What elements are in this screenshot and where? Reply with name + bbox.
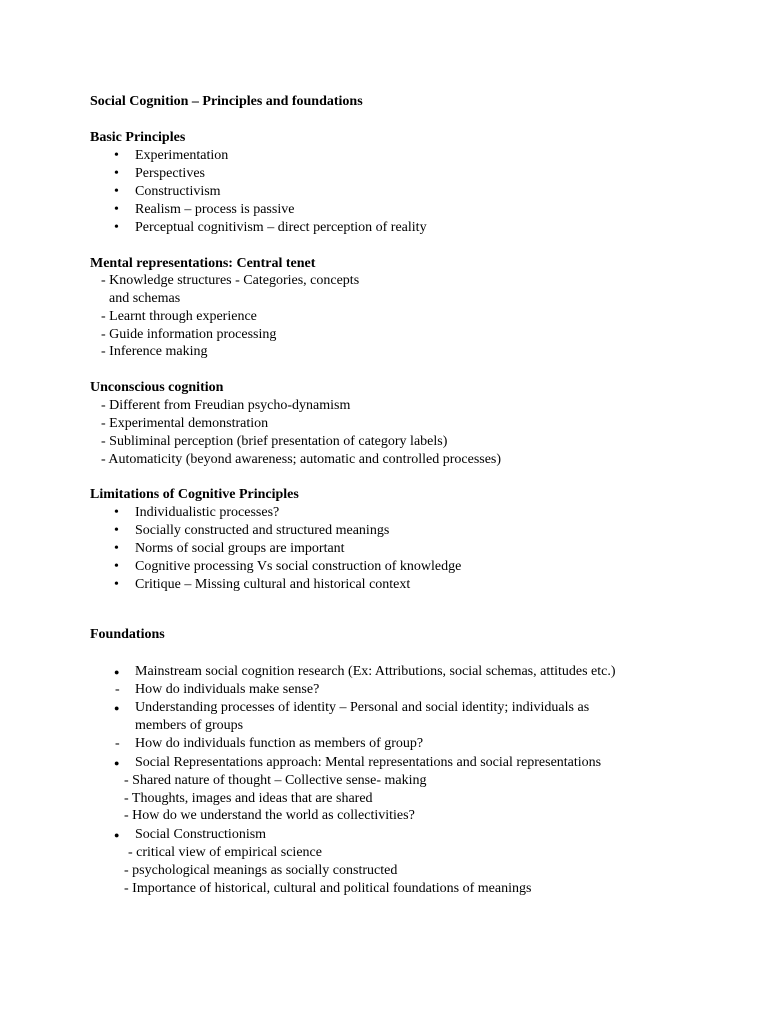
list-item: Experimentation bbox=[135, 148, 229, 163]
list-item: - psychological meanings as socially constructed bbox=[124, 863, 398, 878]
list-item: - Subliminal perception (brief presentation of category labels) bbox=[101, 434, 448, 449]
bullet-icon bbox=[114, 147, 119, 165]
list-item: - Learnt through experience bbox=[101, 309, 257, 324]
list-item: members of groups bbox=[135, 718, 244, 733]
list-item: How do individuals function as members of group? bbox=[135, 736, 424, 751]
list-item: - Knowledge structures - Categories, concepts bbox=[101, 273, 360, 288]
page-title: Social Cognition – Principles and foundations bbox=[90, 94, 363, 109]
list-item: - Automaticity (beyond awareness; automatic and controlled processes) bbox=[101, 452, 502, 467]
list-item: Constructivism bbox=[135, 184, 221, 199]
dash-icon bbox=[115, 681, 120, 699]
list-item: Social Representations approach: Mental representations and social representations bbox=[135, 755, 602, 770]
list-item: Social Constructionism bbox=[135, 827, 267, 842]
list-item: - Experimental demonstration bbox=[101, 416, 269, 431]
list-item: How do individuals make sense? bbox=[135, 682, 320, 697]
list-item: Critique – Missing cultural and historical context bbox=[135, 577, 411, 592]
bullet-icon bbox=[114, 165, 119, 183]
bullet-icon bbox=[114, 663, 119, 681]
bullet-icon bbox=[114, 754, 119, 772]
bullet-icon bbox=[114, 558, 119, 576]
bullet-icon bbox=[114, 576, 119, 594]
list-item: - Shared nature of thought – Collective sense- making bbox=[124, 773, 427, 788]
mental-representations-heading: Mental representations: Central tenet bbox=[90, 256, 316, 271]
bullet-icon bbox=[114, 219, 119, 237]
limitations-heading: Limitations of Cognitive Principles bbox=[90, 487, 299, 502]
foundations-heading: Foundations bbox=[90, 627, 165, 642]
bullet-icon bbox=[114, 183, 119, 201]
list-item: - Thoughts, images and ideas that are shared bbox=[124, 791, 373, 806]
bullet-icon bbox=[114, 522, 119, 540]
dash-icon bbox=[115, 735, 120, 753]
list-item: - Different from Freudian psycho-dynamism bbox=[101, 398, 351, 413]
list-item: - critical view of empirical science bbox=[128, 845, 322, 860]
list-item: Perspectives bbox=[135, 166, 205, 181]
list-item: Cognitive processing Vs social construction of knowledge bbox=[135, 559, 462, 574]
bullet-icon bbox=[114, 826, 119, 844]
list-item: Socially constructed and structured meanings bbox=[135, 523, 390, 538]
list-item: and schemas bbox=[109, 291, 181, 306]
list-item: - How do we understand the world as collectivities? bbox=[124, 808, 415, 823]
list-item: - Guide information processing bbox=[101, 327, 277, 342]
list-item: Realism – process is passive bbox=[135, 202, 295, 217]
list-item: Individualistic processes? bbox=[135, 505, 280, 520]
bullet-icon bbox=[114, 504, 119, 522]
list-item: Mainstream social cognition research (Ex: Attributions, social schemas, attitudes etc.) bbox=[135, 664, 616, 679]
basic-principles-heading: Basic Principles bbox=[90, 130, 186, 145]
list-item: - Inference making bbox=[101, 344, 208, 359]
list-item: Understanding processes of identity – Personal and social identity; individuals as bbox=[135, 700, 590, 715]
list-item: Perceptual cognitivism – direct perception of reality bbox=[135, 220, 427, 235]
bullet-icon bbox=[114, 699, 119, 717]
unconscious-cognition-heading: Unconscious cognition bbox=[90, 380, 224, 395]
list-item: - Importance of historical, cultural and political foundations of meanings bbox=[124, 881, 532, 896]
bullet-icon bbox=[114, 540, 119, 558]
list-item: Norms of social groups are important bbox=[135, 541, 345, 556]
bullet-icon bbox=[114, 201, 119, 219]
